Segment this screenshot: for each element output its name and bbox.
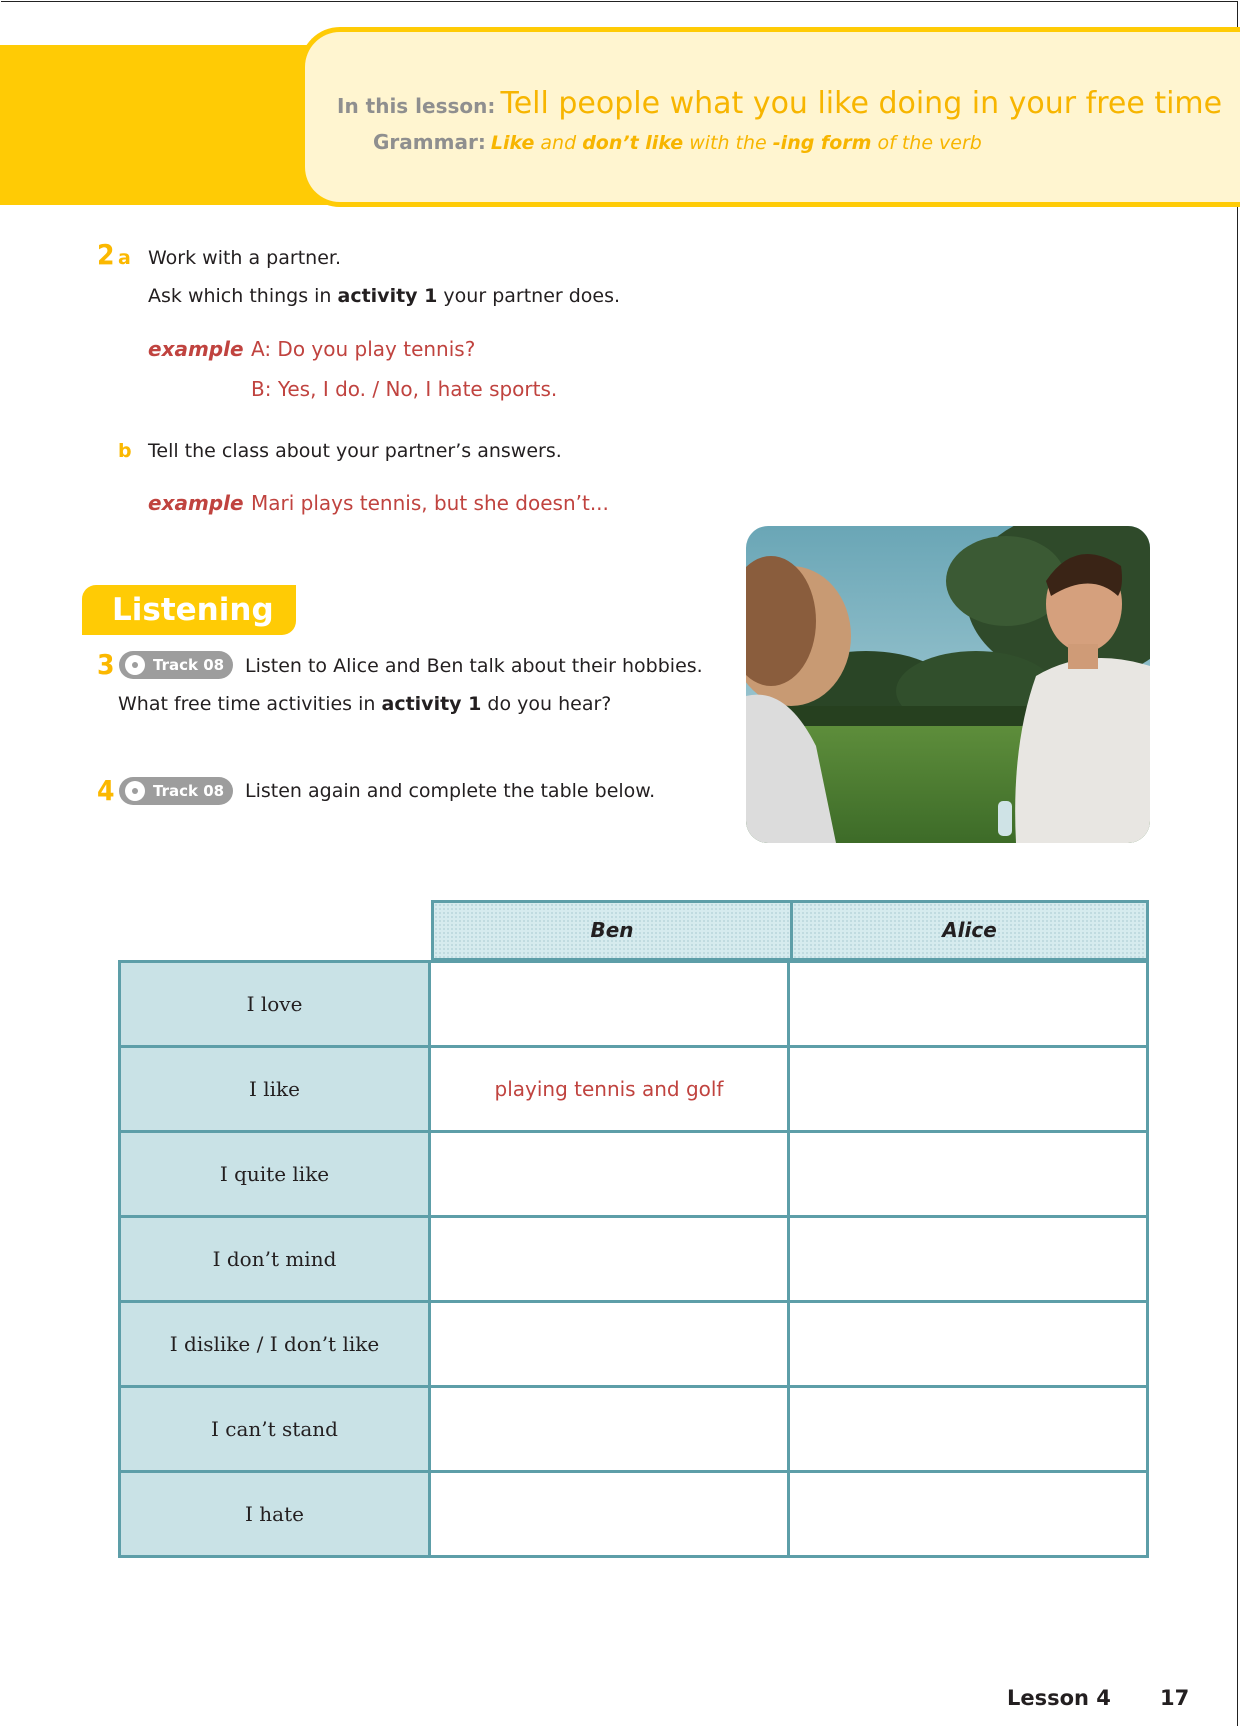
- answer-cell-alice[interactable]: [787, 1045, 1149, 1133]
- table-row: [118, 1130, 1152, 1218]
- column-header-alice: Alice: [790, 900, 1149, 961]
- activity-3-line2: [118, 693, 611, 715]
- activity-4-line: Listen again and complete the table below.: [245, 780, 656, 802]
- track-4-button[interactable]: [119, 777, 233, 805]
- example-line-a: A: Do you play tennis?: [251, 337, 476, 361]
- row-label: I like: [118, 1045, 431, 1133]
- example-label-2: example: [148, 491, 244, 515]
- row-label: I can’t stand: [118, 1385, 431, 1473]
- table-row: [118, 1215, 1152, 1303]
- activity-2-number: 2: [97, 238, 115, 271]
- answer-cell-ben[interactable]: [428, 1215, 790, 1303]
- row-label: I don’t mind: [118, 1215, 431, 1303]
- a3-line2-pre: What free time activities in: [118, 693, 382, 715]
- answer-cell-ben[interactable]: [428, 1130, 790, 1218]
- answer-cell-alice[interactable]: [787, 1385, 1149, 1473]
- table-header-row: [431, 900, 1149, 961]
- activity-2a-letter: a: [118, 247, 131, 269]
- grammar-label: Grammar:: [373, 130, 486, 154]
- answer-cell-ben[interactable]: [428, 1470, 790, 1558]
- page-number: 17: [1160, 1686, 1190, 1710]
- lesson-objective: [337, 86, 1222, 121]
- footer-lesson: Lesson 4: [1007, 1686, 1111, 1710]
- activity-3-number: 3: [97, 648, 115, 681]
- table-row: [118, 1045, 1152, 1133]
- photo-illustration: [746, 526, 1150, 843]
- row-label: I dislike / I don’t like: [118, 1300, 431, 1388]
- table-row: [118, 1300, 1152, 1388]
- example-label-1: example: [148, 337, 244, 361]
- track-3-label: Track 08: [153, 656, 225, 674]
- table-row: [118, 1385, 1152, 1473]
- a3-line2-bold: activity 1: [381, 693, 482, 715]
- activity-2b-line: Tell the class about your partner’s answers.: [148, 440, 562, 462]
- audio-disc-icon: [125, 781, 145, 801]
- a-line2-bold: activity 1: [337, 285, 438, 307]
- answer-cell-ben[interactable]: [428, 1385, 790, 1473]
- grammar-with-the: with the: [683, 132, 773, 154]
- answer-cell-alice[interactable]: [787, 1300, 1149, 1388]
- grammar-dont-like: don’t like: [582, 132, 684, 154]
- table-row: [118, 1470, 1152, 1558]
- answer-cell-ben[interactable]: playing tennis and golf: [428, 1045, 790, 1133]
- activity-4-number: 4: [97, 774, 115, 807]
- answer-cell-ben[interactable]: [428, 1300, 790, 1388]
- grammar-ing-form: -ing form: [772, 132, 872, 154]
- grammar-of-verb: of the verb: [871, 132, 982, 154]
- answer-cell-alice[interactable]: [787, 1215, 1149, 1303]
- answer-cell-ben[interactable]: [428, 960, 790, 1048]
- activity-2b-letter: b: [118, 440, 132, 462]
- answer-cell-alice[interactable]: [787, 1470, 1149, 1558]
- header-accent-band: [0, 45, 340, 205]
- a-line2-pre: Ask which things in: [148, 285, 338, 307]
- a3-line2-post: do you hear?: [481, 693, 612, 715]
- track-4-label: Track 08: [153, 782, 225, 800]
- row-label: I quite like: [118, 1130, 431, 1218]
- grammar-like: Like: [490, 132, 535, 154]
- table-row: [118, 960, 1152, 1048]
- example-line-2: Mari plays tennis, but she doesn’t...: [251, 491, 609, 515]
- row-label: I hate: [118, 1470, 431, 1558]
- lesson-label: In this lesson:: [337, 94, 496, 118]
- activity-2a-line1: Work with a partner.: [148, 247, 341, 269]
- audio-disc-icon: [125, 655, 145, 675]
- grammar-and: and: [534, 132, 583, 154]
- column-header-ben: Ben: [431, 900, 793, 961]
- lesson-text: Tell people what you like doing in your free time: [500, 86, 1223, 121]
- answer-cell-alice[interactable]: [787, 1130, 1149, 1218]
- couple-in-park-photo: [746, 526, 1150, 843]
- listening-heading: Listening: [82, 585, 296, 635]
- activity-2a-line2: [148, 285, 620, 307]
- a-line2-post: your partner does.: [437, 285, 621, 307]
- activity-3-line1: Listen to Alice and Ben talk about their hobbies.: [245, 655, 703, 677]
- row-label: I love: [118, 960, 431, 1048]
- track-3-button[interactable]: [119, 651, 233, 679]
- grammar-objective: [373, 130, 982, 154]
- answer-cell-alice[interactable]: [787, 960, 1149, 1048]
- grammar-text: [491, 132, 982, 154]
- example-line-b: B: Yes, I do. / No, I hate sports.: [251, 377, 558, 401]
